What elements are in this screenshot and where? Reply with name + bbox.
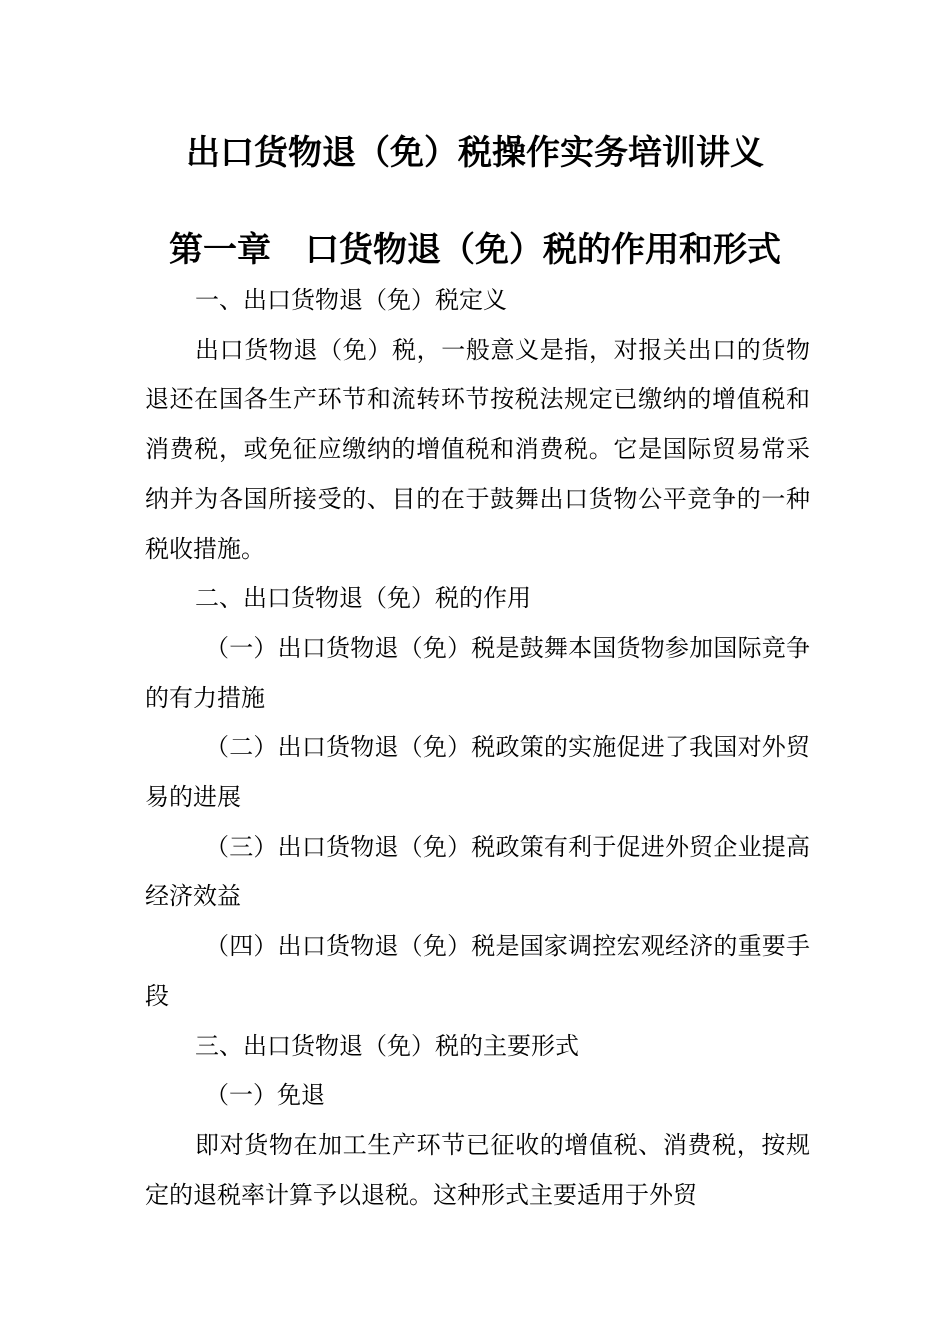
list-item-role-1: （一）出口货物退（免）税是鼓舞本国货物参加国际竞争的有力措施	[145, 633, 810, 712]
section-heading-role: 二、出口货物退（免）税的作用	[195, 584, 531, 613]
document-body	[145, 276, 810, 1220]
list-item-role-2: （二）出口货物退（免）税政策的实施促进了我国对外贸易的进展	[145, 733, 810, 812]
paragraph-definition: 出口货物退（免）税，一般意义是指，对报关出口的货物退还在国各生产环节和流转环节按税法规定已缴纳的增值税和消费税，或免征应缴纳的增值税和消费税。它是国际贸易常采纳并为各国所接受的、目的在于鼓舞出口货物公平竞争的一种税收措施。	[145, 335, 810, 563]
document-title: 出口货物退（免）税操作实务培训讲义	[186, 133, 764, 173]
subsection-heading-refund: （一）免退	[205, 1081, 325, 1110]
paragraph-refund: 即对货物在加工生产环节已征收的增值税、消费税，按规定的退税率计算予以退税。这种形式主要适用于外贸	[145, 1130, 810, 1209]
section-heading-definition: 一、出口货物退（免）税定义	[195, 286, 507, 314]
list-item-role-3: （三）出口货物退（免）税政策有利于促进外贸企业提高经济效益	[145, 832, 810, 911]
chapter-title: 第一章 口货物退（免）税的作用和形式	[169, 230, 781, 270]
section-heading-forms: 三、出口货物退（免）税的主要形式	[195, 1031, 579, 1060]
list-item-role-4: （四）出口货物退（免）税是国家调控宏观经济的重要手段	[145, 932, 810, 1010]
